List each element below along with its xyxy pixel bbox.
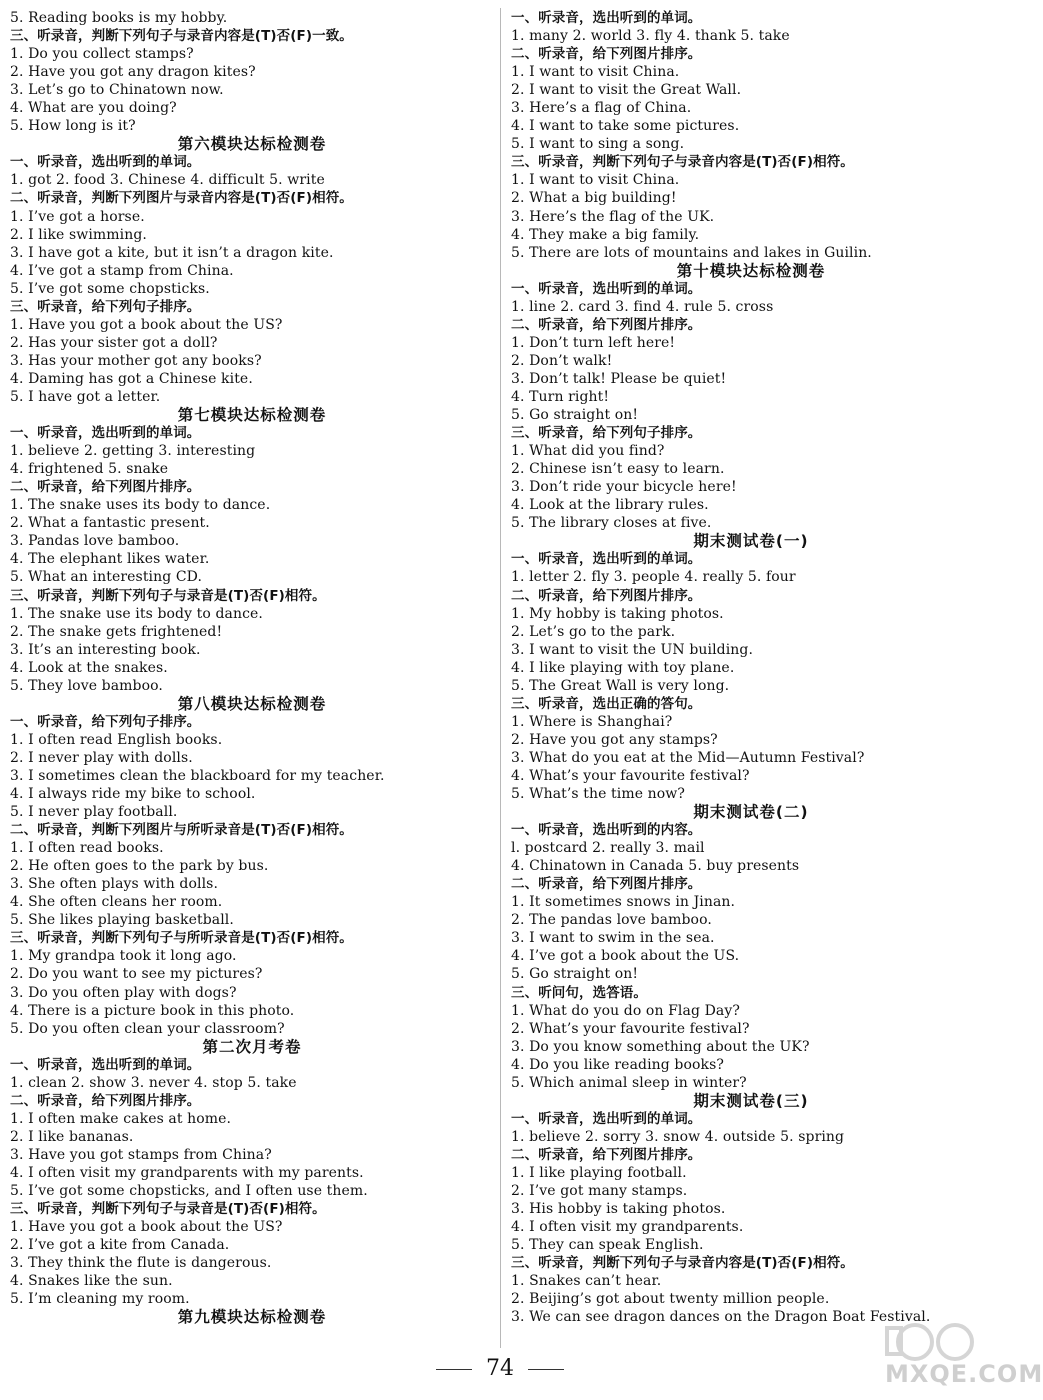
question-heading: 三、听录音，判断下列句子与录音内容是(T)否(F)相符。: [511, 154, 854, 171]
answer-line: 5. There are lots of mountains and lakes in Guilin.: [511, 244, 872, 261]
answer-line: 4. They make a big family.: [511, 226, 700, 243]
question-heading: 三、听录音，给下列句子排序。: [10, 298, 201, 315]
question-heading: 三、听录音，判断下列句子与录音是(T)否(F)相符。: [10, 1201, 326, 1218]
answer-line: 5. The library closes at five.: [511, 515, 712, 532]
answer-line: 5. Go straight on!: [511, 966, 639, 983]
answer-line: 1. I often read books.: [10, 840, 164, 857]
question-heading: 二、听录音，给下列图片排序。: [10, 479, 201, 496]
answer-line: 3. I have got a kite, but it isn’t a dragon kite.: [10, 244, 334, 261]
answer-line: 2. Has your sister got a doll?: [10, 334, 218, 351]
answer-line: 5. I want to sing a song.: [511, 136, 685, 153]
answer-line: 2. What a big building!: [511, 190, 677, 207]
answer-line: 2. What’s your favourite festival?: [511, 1020, 750, 1037]
answer-line: 1. The snake uses its body to dance.: [10, 497, 271, 514]
answer-line: 2. I’ve got many stamps.: [511, 1183, 688, 1200]
answer-line: 1. The snake use its body to dance.: [10, 605, 263, 622]
answer-line: 1. I want to visit China.: [511, 64, 680, 81]
answer-line: 2. What a fantastic present.: [10, 515, 210, 532]
answer-line: 1. Have you got a book about the US?: [10, 316, 283, 333]
answer-line: 5. What an interesting CD.: [10, 569, 203, 586]
answer-line: 5. I have got a letter.: [10, 388, 161, 405]
answer-line: 4. Chinatown in Canada 5. buy presents: [511, 858, 800, 875]
answer-line: 2. Beijing’s got about twenty million people.: [511, 1291, 830, 1308]
answer-line: 5. Do you often clean your classroom?: [10, 1020, 285, 1037]
answer-line: 2. I like bananas.: [10, 1128, 134, 1145]
question-heading: 一、听录音，选出听到的单词。: [511, 280, 702, 297]
answer-line: 1. Have you got a book about the US?: [10, 1219, 283, 1236]
section-title: 第六模块达标检测卷: [177, 135, 327, 154]
answer-line: 2. He often goes to the park by bus.: [10, 858, 269, 875]
answer-line: 3. Don’t ride your bicycle here!: [511, 479, 737, 496]
answer-line: 4. Look at the snakes.: [10, 659, 168, 676]
answer-line: 5. I’ve got some chopsticks.: [10, 280, 210, 297]
answer-line: 2. Chinese isn’t easy to learn.: [511, 461, 725, 478]
question-heading: 二、听录音，判断下列图片与所听录音是(T)否(F)相符。: [10, 822, 353, 839]
answer-line: 1. It sometimes snows in Jinan.: [511, 894, 736, 911]
answer-line: 1. believe 2. getting 3. interesting: [10, 443, 256, 460]
answer-line: 2. I’ve got a kite from Canada.: [10, 1237, 230, 1254]
answer-line: 3. Let’s go to Chinatown now.: [10, 82, 224, 99]
answer-line: 1. I’ve got a horse.: [10, 208, 145, 225]
question-heading: 二、听录音，给下列图片排序。: [511, 46, 702, 63]
answer-line: 5. She likes playing basketball.: [10, 912, 234, 929]
answer-line: 5. Go straight on!: [511, 407, 639, 424]
answer-line: 4. I’ve got a stamp from China.: [10, 262, 234, 279]
answer-line: 3. His hobby is taking photos.: [511, 1201, 726, 1218]
question-heading: 二、听录音，给下列图片排序。: [10, 1092, 201, 1109]
answer-line: 5. Reading books is my hobby.: [10, 10, 228, 26]
answer-line: 4. I always ride my bike to school.: [10, 786, 256, 803]
answer-line: 4. She often cleans her room.: [10, 894, 223, 911]
watermark-text: MXQE.COM: [885, 1360, 1043, 1388]
answer-line: 1. I often read English books.: [10, 731, 223, 748]
answer-line: 3. Here’s the flag of the UK.: [511, 208, 715, 225]
question-heading: 二、听录音，给下列图片排序。: [511, 316, 702, 333]
answer-line: 4. frightened 5. snake: [10, 461, 169, 478]
answer-line: 4. I’ve got a book about the US.: [511, 948, 740, 965]
section-title: 期末测试卷(一): [693, 532, 809, 551]
question-heading: 二、听录音，给下列图片排序。: [511, 587, 702, 604]
answer-line: 4. Do you like reading books?: [511, 1056, 724, 1073]
question-heading: 一、听录音，选出听到的单词。: [10, 425, 201, 442]
question-heading: 一、听录音，给下列句子排序。: [10, 713, 201, 730]
answer-line: 3. Pandas love bamboo.: [10, 533, 180, 550]
question-heading: 三、听录音，判断下列句子与录音是(T)否(F)相符。: [10, 587, 326, 604]
answer-line: 4. Snakes like the sun.: [10, 1273, 173, 1290]
answer-line: 3. She often plays with dolls.: [10, 876, 219, 893]
answer-line: 3. They think the flute is dangerous.: [10, 1255, 272, 1272]
answer-line: 1. clean 2. show 3. never 4. stop 5. take: [10, 1074, 297, 1091]
answer-line: 3. We can see dragon dances on the Dragon Boat Festival.: [511, 1309, 931, 1326]
question-heading: 三、听录音，判断下列句子与录音内容是(T)否(F)相符。: [511, 1255, 854, 1272]
section-title: 第十模块达标检测卷: [676, 261, 826, 280]
question-heading: 三、听问句，选答语。: [511, 984, 647, 1001]
answer-line: 2. I never play with dolls.: [10, 749, 193, 766]
question-heading: 一、听录音，选出听到的内容。: [511, 822, 702, 839]
answer-line: 3. I want to swim in the sea.: [511, 930, 715, 947]
answer-line: 5. I never play football.: [10, 804, 178, 821]
question-heading: 一、听录音，选出听到的单词。: [511, 551, 702, 568]
answer-line: 4. What are you doing?: [10, 100, 177, 117]
answer-line: 2. Let’s go to the park.: [511, 623, 676, 640]
answer-line: 3. Do you often play with dogs?: [10, 984, 237, 1001]
answer-line: 4. What’s your favourite festival?: [511, 767, 750, 784]
question-heading: 二、听录音，给下列图片排序。: [511, 1146, 702, 1163]
page-number-dash-left: [436, 1369, 472, 1370]
page-number-dash-right: [528, 1369, 564, 1370]
left-column: [10, 9, 494, 1326]
watermark: [827, 1316, 1043, 1394]
section-title: 第七模块达标检测卷: [177, 406, 327, 425]
answer-line: 1. Snakes can’t hear.: [511, 1273, 662, 1290]
answer-line: 2. Have you got any stamps?: [511, 731, 718, 748]
section-title: 第二次月考卷: [202, 1037, 302, 1056]
answer-line: 4. I want to take some pictures.: [511, 118, 740, 135]
answer-line: 3. It’s an interesting book.: [10, 641, 201, 658]
question-heading: 一、听录音，选出听到的单词。: [10, 1056, 201, 1073]
question-heading: 一、听录音，选出听到的单词。: [10, 154, 201, 171]
question-heading: 三、听录音，选出正确的答句。: [511, 695, 702, 712]
answer-line: 3. I sometimes clean the blackboard for my teacher.: [10, 767, 385, 784]
answer-line: 1. What do you do on Flag Day?: [511, 1002, 740, 1019]
answer-line: 5. Which animal sleep in winter?: [511, 1074, 747, 1091]
answer-line: 1. Where is Shanghai?: [511, 713, 673, 730]
answer-line: 1. I often make cakes at home.: [10, 1110, 232, 1127]
answer-line: 1. Don’t turn left here!: [511, 334, 676, 351]
answer-line: 4. Look at the library rules.: [511, 497, 709, 514]
answer-line: 2. I like swimming.: [10, 226, 147, 243]
answer-line: 1. My grandpa took it long ago.: [10, 948, 237, 965]
question-heading: 二、听录音，给下列图片排序。: [511, 876, 702, 893]
answer-line: 2. Don’t walk!: [511, 352, 613, 369]
answer-line: 1. What did you find?: [511, 443, 665, 460]
question-heading: 一、听录音，选出听到的单词。: [511, 10, 702, 26]
answer-line: 1. letter 2. fly 3. people 4. really 5. four: [511, 569, 796, 586]
question-heading: 三、听录音，给下列句子排序。: [511, 425, 702, 442]
answer-line: 1. believe 2. sorry 3. snow 4. outside 5. spring: [511, 1128, 845, 1145]
answer-line: 1. line 2. card 3. find 4. rule 5. cross: [511, 298, 774, 315]
answer-line: 1. I like playing football.: [511, 1165, 687, 1181]
answer-line: 3. Has your mother got any books?: [10, 352, 262, 369]
answer-line: 3. Do you know something about the UK?: [511, 1038, 810, 1055]
answer-line: 2. I want to visit the Great Wall.: [511, 82, 742, 99]
answer-line: 3. Here’s a flag of China.: [511, 100, 692, 117]
answer-line: 3. Don’t talk! Please be quiet!: [511, 370, 727, 387]
answer-line: 3. What do you eat at the Mid—Autumn Festival?: [511, 749, 865, 766]
answer-line: 4. Turn right!: [511, 388, 610, 405]
answer-line: 5. They love bamboo.: [10, 677, 163, 694]
answer-line: 3. I want to visit the UN building.: [511, 641, 754, 658]
answer-line: 1. got 2. food 3. Chinese 4. difficult 5. write: [10, 172, 325, 189]
right-column: [511, 9, 991, 1326]
answer-line: 4. The elephant likes water.: [10, 551, 210, 568]
answer-line: 5. How long is it?: [10, 118, 136, 135]
answer-line: 4. I often visit my grandparents.: [511, 1219, 744, 1236]
answer-line: 4. I like playing with toy plane.: [511, 659, 735, 676]
answer-line: 2. Do you want to see my pictures?: [10, 966, 263, 983]
question-heading: 一、听录音，选出听到的单词。: [511, 1110, 702, 1127]
answer-line: 1. I want to visit China.: [511, 172, 680, 189]
question-heading: 三、听录音，判断下列句子与录音内容是(T)否(F)一致。: [10, 28, 353, 45]
question-heading: 三、听录音，判断下列句子与所听录音是(T)否(F)相符。: [10, 930, 353, 947]
answer-line: 4. Daming has got a Chinese kite.: [10, 370, 253, 387]
section-title: 第八模块达标检测卷: [177, 694, 327, 713]
answer-line: 2. The pandas love bamboo.: [511, 912, 712, 929]
section-title: 期末测试卷(二): [693, 803, 809, 822]
answer-line: 1. Do you collect stamps?: [10, 46, 194, 63]
column-divider: [500, 8, 501, 1348]
answer-line: 5. What’s the time now?: [511, 786, 685, 803]
answer-line: 2. Have you got any dragon kites?: [10, 64, 256, 81]
answer-line: 1. many 2. world 3. fly 4. thank 5. take: [511, 28, 790, 45]
answer-line: 4. There is a picture book in this photo.: [10, 1002, 295, 1019]
answer-line: 5. I’ve got some chopsticks, and I often use them.: [10, 1183, 368, 1200]
answer-line: 4. I often visit my grandparents with my parents.: [10, 1165, 364, 1181]
answer-line: l. postcard 2. really 3. mail: [511, 840, 705, 857]
question-heading: 二、听录音，判断下列图片与录音内容是(T)否(F)相符。: [10, 190, 353, 207]
section-title: 第九模块达标检测卷: [177, 1308, 327, 1327]
answer-line: 3. Have you got stamps from China?: [10, 1146, 272, 1163]
answer-line: 5. The Great Wall is very long.: [511, 677, 730, 694]
section-title: 期末测试卷(三): [693, 1091, 809, 1110]
answer-line: 5. They can speak English.: [511, 1237, 704, 1254]
page-number-value: 74: [486, 1356, 514, 1381]
answer-line: 2. The snake gets frightened!: [10, 623, 223, 640]
answer-line: 5. I’m cleaning my room.: [10, 1291, 190, 1308]
answer-line: 1. My hobby is taking photos.: [511, 605, 724, 622]
